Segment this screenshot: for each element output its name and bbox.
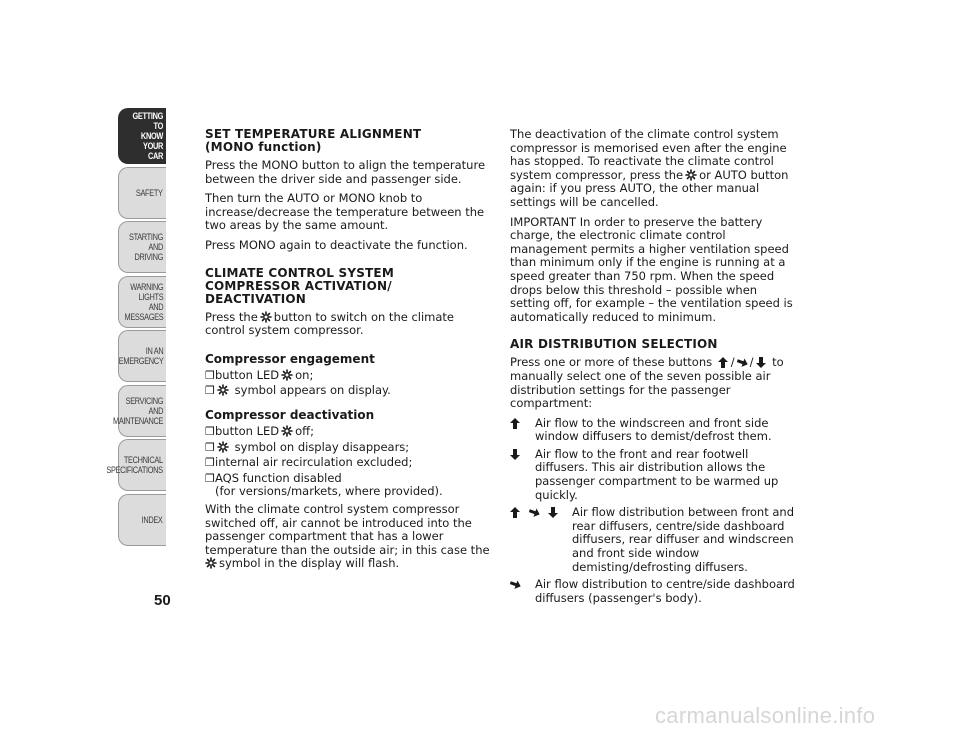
air-mode-windscreen: Air flow to the windscreen and front side window diffusers to demist/defrost them. [510, 417, 800, 444]
arrow-up-icon [510, 507, 521, 518]
list-item: ❒ symbol appears on display. [205, 383, 391, 398]
paragraph: Press the button to switch on the climate control system compressor. [205, 309, 455, 338]
heading-set-temperature-alignment: SET TEMPERATURE ALIGNMENT (MONO function) [205, 127, 422, 154]
tab-label: STARTING AND DRIVING [128, 232, 163, 262]
tab-getting-to-know-your-car[interactable] [118, 108, 166, 164]
paragraph: Press MONO again to deactivate the function. [205, 237, 468, 252]
snowflake-icon [281, 369, 293, 381]
tab-label: GETTING TO KNOW YOUR CAR [132, 111, 163, 161]
arrow-up-icon [718, 357, 729, 368]
arrow-right-icon [529, 507, 540, 518]
tab-label: TECHNICAL SPECIFICATIONS [106, 455, 163, 475]
list-item: ❒ internal air recirculation excluded; [205, 455, 413, 470]
paragraph: Press one or more of these buttons / / to manually select one of the seven possible air distribution settings for the passenger compartment: [510, 355, 784, 411]
arrow-right-icon [510, 579, 521, 590]
tab-label: IN AN EMERGENCY [118, 346, 164, 366]
heading-compressor-activation: CLIMATE CONTROL SYSTEM COMPRESSOR ACTIVATION/ DEACTIVATION [205, 265, 394, 306]
watermark-url: carmanualsonline.info [655, 703, 876, 728]
tab-label: SAFETY [136, 187, 163, 198]
heading-compressor-deactivation: Compressor deactivation [205, 407, 375, 422]
list-item: ❒ symbol on display disappears; [205, 439, 410, 454]
tab-label: SERVICING AND MAINTENANCE [112, 395, 163, 426]
snowflake-icon [260, 311, 272, 323]
left-column [205, 128, 495, 577]
arrow-down-icon [756, 357, 767, 368]
paragraph: Press the MONO button to align the temperature between the driver side and passenger side. [205, 158, 486, 186]
snowflake-icon [217, 384, 229, 396]
right-column [510, 128, 800, 609]
arrow-down-icon [548, 507, 559, 518]
air-mode-body: Air flow distribution to centre/side dashboard diffusers (passenger's body). [510, 578, 800, 605]
heading-compressor-engagement: Compressor engagement [205, 351, 375, 366]
snowflake-icon [685, 169, 697, 181]
tab-safety[interactable] [118, 167, 166, 219]
tab-label: WARNING LIGHTS AND MESSAGES [124, 281, 164, 322]
tab-in-an-emergency[interactable] [118, 330, 166, 382]
tab-technical-specifications[interactable] [106, 439, 166, 491]
snowflake-icon [217, 441, 229, 453]
tab-servicing[interactable] [112, 385, 166, 437]
page-number: 50 [154, 592, 171, 609]
paragraph: The deactivation of the climate control system compressor is memorised even after the engine has stopped. To reactivate the climate control system compressor, press the or AUTO button again: if you press AUTO, the other manual settings will be cancelled. [510, 127, 789, 209]
tab-label: INDEX [142, 514, 163, 525]
air-mode-all: Air flow distribution between front and rear diffusers, centre/side dashboard diffusers, rear diffuser and windscreen and front side window demisting/defrosting diffusers. [510, 506, 800, 574]
snowflake-icon [205, 557, 217, 569]
paragraph: Then turn the AUTO or MONO knob to increase/decrease the temperature between the two areas by the same amount. [205, 191, 485, 233]
tab-starting-and-driving[interactable] [118, 221, 166, 273]
tab-index[interactable] [118, 494, 166, 546]
arrow-up-icon [510, 418, 521, 429]
arrow-down-icon [510, 449, 521, 460]
paragraph: With the climate control system compressor switched off, air cannot be introduced into the passenger compartment that has a lower temperature than the outside air; in this case the symbol in the display will flash. [205, 501, 490, 571]
list-item: ❒ button LED on; [205, 367, 314, 382]
list-item: ❒ button LED off; [205, 423, 314, 438]
chapter-tabs [106, 108, 166, 548]
list-item: ❒ AQS function disabled (for versions/markets, where provided). [205, 470, 443, 499]
heading-air-distribution: AIR DISTRIBUTION SELECTION [510, 337, 718, 352]
arrow-right-icon [737, 357, 748, 368]
paragraph: IMPORTANT In order to preserve the battery charge, the electronic climate control management permits a higher ventilation speed than minimum only if the engine is running at a speed greater than 750 rpm. When the speed drops below this threshold – possible when setting off, for example – the ventilation speed is automatically reduced to minimum. [510, 214, 793, 324]
air-mode-feet: Air flow to the front and rear footwell diffusers. This air distribution allows the passenger compartment to be warmed up quickly. [510, 448, 800, 502]
tab-warning-lights[interactable] [118, 276, 166, 328]
snowflake-icon [281, 425, 293, 437]
